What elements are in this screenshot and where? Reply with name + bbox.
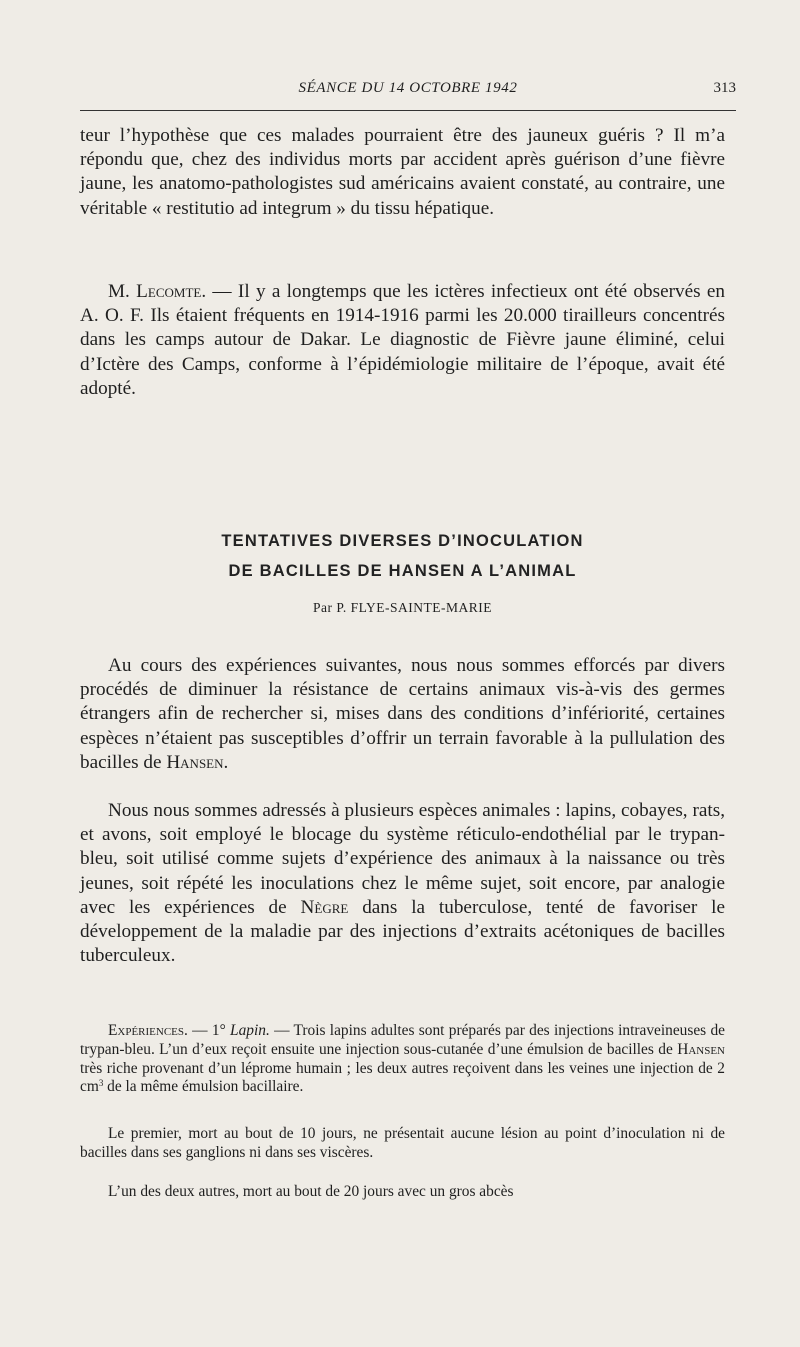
second-text: L’un des deux autres, mort au bout de 20 jours avec un gros abcès xyxy=(108,1183,514,1200)
experiences-text-2: très riche provenant d’un léprome humain ; les deux autres reçoivent dans les veines une injection de 2 cm xyxy=(80,1059,725,1096)
experiences-text-1: — Trois lapins adultes sont préparés par des injections intraveineuses de trypan-bleu. L’un d’eux reçoit ensuite une injection sous-cutanée d’une émulsion de bacilles de xyxy=(80,1022,725,1058)
intro-text: Au cours des expériences suivantes, nous nous sommes efforcés par divers procédés de diminuer la résistance de certains animaux vis-à-vis des germes étrangers afin de rechercher si, mises dans des conditions d’infériorité, certaines espèces n’étaient pas susceptibles d’offrir un terrain favorable à la pullulation des bacilles de xyxy=(80,655,725,773)
second-paragraph xyxy=(80,1183,725,1202)
negre-name: Nègre xyxy=(300,896,349,918)
experiences-dash: — 1° xyxy=(187,1022,231,1039)
intro-end: . xyxy=(223,751,229,773)
header-rule xyxy=(80,110,736,111)
hansen-name: Hansen xyxy=(166,751,224,773)
lapin-heading: Lapin. xyxy=(230,1022,270,1039)
continuation-text: teur l’hypothèse que ces malades pourraient être des jauneux guéris ? Il m’a répondu que, chez des individus morts par accident après guérison d’une fièvre jaune, les anatomo-pathologistes sud américains avaient constaté, au contraire, une véritable « restitutio ad integrum » du tissu hépatique. xyxy=(80,125,725,219)
premier-text: Le premier, mort au bout de 10 jours, ne présentait aucune lésion au point d’inoculation ni de bacilles dans ses ganglions ni dans ses viscères. xyxy=(80,1125,725,1161)
running-head xyxy=(80,80,736,106)
intro-paragraph xyxy=(80,654,725,775)
continuation-paragraph xyxy=(80,124,725,221)
cube-superscript: 3 xyxy=(98,1078,104,1089)
methods-text-2: dans la tuberculose, tenté de favoriser le développement de la maladie par des injections d’extraits acétoniques de bacilles tuberculeux. xyxy=(80,896,725,967)
speaker-name: M. Lecomte. xyxy=(108,281,207,302)
experiences-text-3: de la même émulsion bacillaire. xyxy=(103,1078,304,1096)
experiences-label: Expériences. xyxy=(108,1022,188,1039)
lecomte-paragraph xyxy=(80,280,725,401)
experiences-paragraph xyxy=(80,1022,725,1097)
lecomte-text: — Il y a longtemps que les ictères infectieux ont été observés en A. O. F. Ils étaient fréquents en 1914-1916 parmi les 20.000 tirailleurs concentrés dans les camps autour de Dakar. Le diagnostic de Fièvre jaune éliminé, celui d’Ictère des Camps, conforme à l’épidémiologie militaire de l’époque, avait été adopté. xyxy=(80,281,725,399)
hansen-name-2: Hansen xyxy=(677,1040,725,1058)
page-number: 313 xyxy=(713,80,736,96)
author-byline: Par P. FLYE-SAINTE-MARIE xyxy=(312,600,493,615)
article-title-line-1: TENTATIVES DIVERSES D’INOCULATION xyxy=(221,532,584,550)
methods-text-1: Nous nous sommes adressés à plusieurs espèces animales : lapins, cobayes, rats, et avons, soit employé le blocage du système réticulo-endothélial par le trypan-bleu, soit utilisé comme sujets d’expérience des animaux à la naissance ou très jeunes, soit répété les inoculations chez le même sujet, soit encore, par analogie avec les expériences de xyxy=(80,800,725,918)
running-title: SÉANCE DU 14 OCTOBRE 1942 xyxy=(298,80,518,96)
methods-paragraph xyxy=(80,799,725,968)
premier-paragraph xyxy=(80,1125,725,1163)
article-title-line-2: DE BACILLES DE HANSEN A L’ANIMAL xyxy=(228,562,577,580)
